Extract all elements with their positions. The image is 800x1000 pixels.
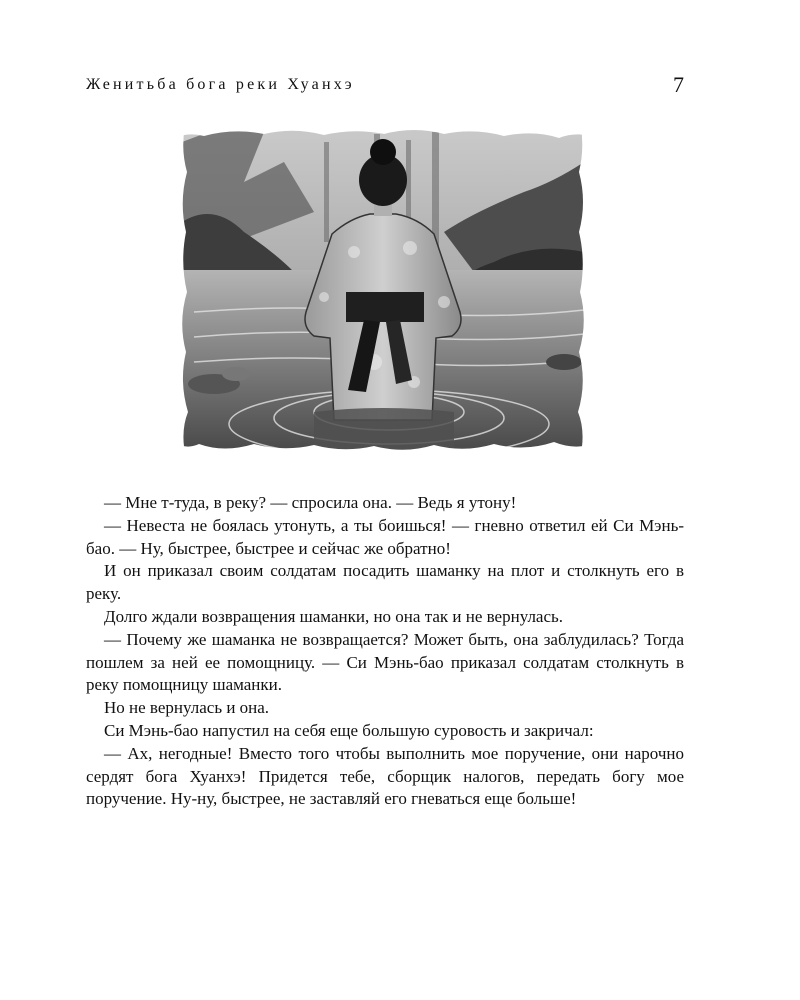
page-number: 7 bbox=[673, 72, 684, 97]
illustration-woman-in-river bbox=[174, 122, 592, 458]
paragraph: — Мне т-туда, в реку? — спросила она. — Ведь я утону! bbox=[104, 493, 517, 512]
paragraph: — Невеста не боялась утонуть, а ты боишься! — гневно ответил ей Си Мэнь-бао. — Ну, быстрее, быстрее и сейчас же обратно! bbox=[86, 515, 684, 558]
paragraph: — Почему же шаманка не возвращается? Может быть, она заблудилась? Тогда пошлем за ней ее помощницу. — Си Мэнь-бао приказал солдатам столкнуть в реку помощницу шаманки. bbox=[86, 629, 684, 695]
paragraph: Долго ждали возвращения шаманки, но она так и не вернулась. bbox=[104, 606, 564, 626]
paragraph: Но не вернулась и она. bbox=[104, 698, 270, 718]
paragraph: — Ах, негодные! Вместо того чтобы выполнить мое поручение, они нарочно сердят бога Хуанхэ! Придется тебе, сборщик налогов, передать богу мое поручение. Ну-ну, быстрее, не заставляй его гневаться еще больше! bbox=[86, 743, 684, 809]
running-head bbox=[86, 72, 684, 98]
paragraph: И он приказал своим солдатам посадить шаманку на плот и столкнуть его в реку. bbox=[86, 561, 684, 604]
running-title: Женитьба бога реки Хуанхэ bbox=[86, 76, 355, 93]
illustration bbox=[174, 122, 592, 458]
body-text bbox=[86, 492, 684, 811]
paragraph: Си Мэнь-бао напустил на себя еще большую суровость и закричал: bbox=[104, 720, 594, 740]
